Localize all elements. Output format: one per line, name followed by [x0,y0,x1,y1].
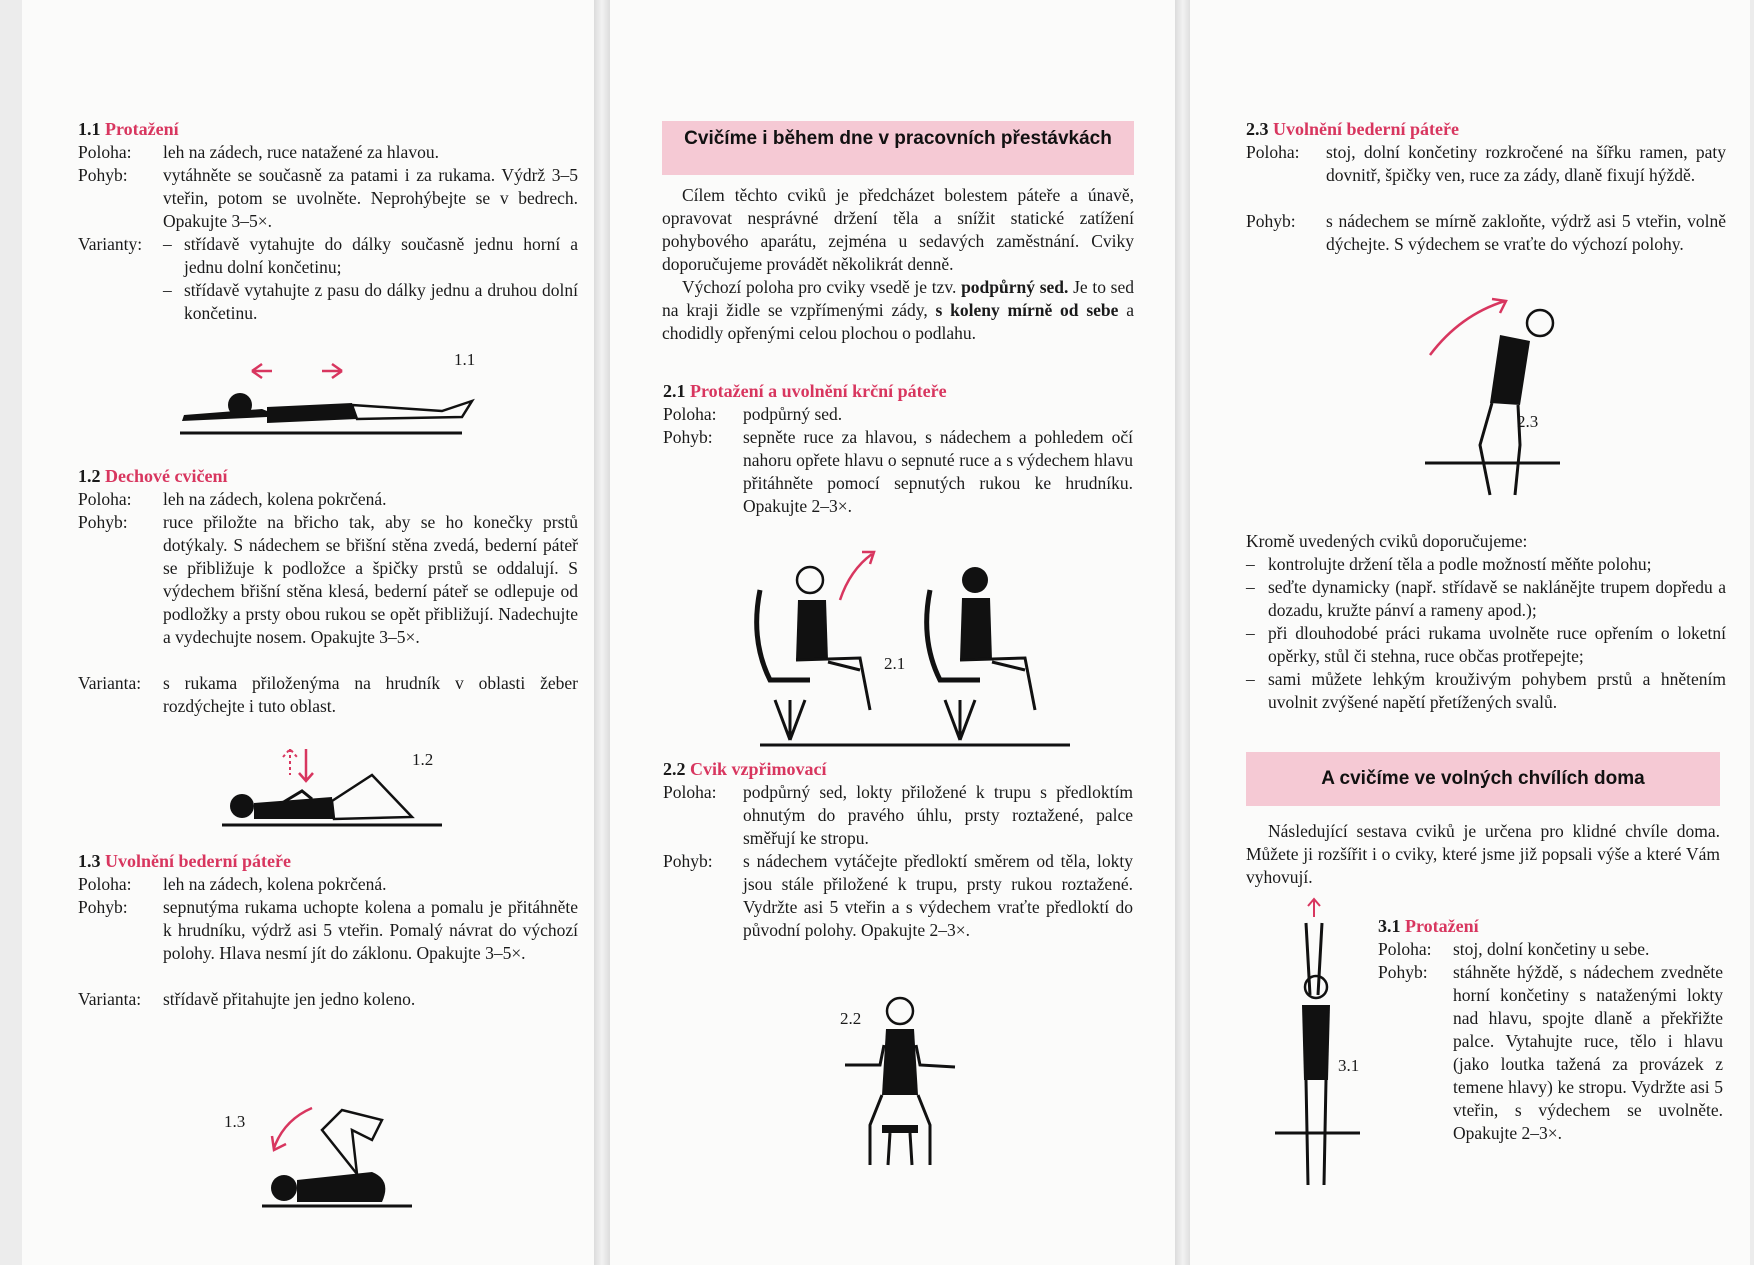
pohyb-row: Pohyb: ruce přiložte na břicho tak, aby se ho konečky prstů dotýkaly. S nádechem se břišní stěna zvedá, bederní páteř se přibližuje k podložce a špičky prstů se oddalují. S výdechem břišní stěna klesá, bederní páteř se odlepuje od podložky a prsty obou rukou se opět přibližují. Nadechujte a vydechujte nosem. Opakujte 3–5×. [78,512,578,647]
figure-label: 1.2 [412,750,434,769]
banner-home: A cvičíme ve volných chvílích doma [1246,752,1720,806]
figure-label: 2.1 [884,654,906,673]
list-item: – seďte dynamicky (např. střídavě se naklánějte trupem dopředu a dozadu, kružte pánví a rameny apod.); [1246,577,1726,620]
figure-label: 1.1 [454,350,476,369]
section-title-1-2: 1.2 Dechové cvičení [78,466,228,486]
list-item: – sami můžete lehkým krouživým pohybem prstů a hnětením uvolnit zvýšené napětí přetížených svalů. [1246,669,1726,712]
pohyb-row: Pohyb: s nádechem se mírně zakloňte, výdrž asi 5 vteřin, volně dýchejte. S výdechem se vraťte do výchozí polohy. [1246,211,1726,254]
banner-workbreak: Cvičíme i během dne v pracovních přestávkách [662,121,1134,175]
section-title-2-2: 2.2 Cvik vzpřimovací [663,759,827,779]
intro-paragraph: Cílem těchto cviků je předcházet bolestem páteře a únavě, opravovat nesprávné držení těla a snížit statické zatížení pohybového aparátu, zejména u sedavých zaměstnání. Cviky doporučujeme provádět několikrát denně. [662,185,1134,274]
figure-label: 2.2 [840,1009,862,1028]
section-title-2-3: 2.3 Uvolnění bederní páteře [1246,119,1459,139]
poloha-row: Poloha: stoj, dolní končetiny rozkročené na šířku ramen, paty dovnitř, špičky ven, ruce za zády, dlaně fixují hýždě. [1246,142,1726,185]
figure-label: 2.3 [1517,412,1539,431]
poloha-row: Poloha: podpůrný sed, lokty přiložené k trupu s předloktím ohnutým do pravého úhlu, prsty roztažené, palce směřují ke stropu. [663,782,1133,848]
section-title-1-1: 1.1 Protažení [78,119,179,139]
varianta-row: Varianta: střídavě přitahujte jen jedno koleno. [78,989,416,1009]
poloha-row: Poloha: leh na zádech, ruce natažené za hlavou. [78,142,439,162]
pohyb-row: Pohyb: s nádechem vytáčejte předloktí směrem od těla, lokty jsou stále přiložené k trupu, prsty rukou roztažené. Vydržte asi 5 vteřin a s výdechem vraťte předloktí do původní polohy. Opakujte 2–3×. [663,851,1133,940]
figure-2-1-seated-neck [750,540,1070,750]
figure-label: 3.1 [1338,1056,1360,1075]
figure-3-1-standing-stretch [1270,895,1360,1195]
intro-paragraph: Následující sestava cviků je určena pro klidné chvíle doma. Můžete ji rozšířit i o cviky, které jsme již popsali výše a které Vám vyhovují. [1246,821,1720,887]
figure-label: 1.3 [224,1112,246,1131]
list-item: – při dlouhodobé práci rukama uvolněte ruce opřením o loketní opěrky, stůl či stehna, ruce občas protřepejte; [1246,623,1726,666]
pohyb-row: Pohyb: vytáhněte se současně za patami i za rukama. Výdrž 3–5 vteřin, potom se uvolněte. Neprohýbejte se v bedrech. Opakujte 3–5×. [78,165,578,231]
poloha-row: Poloha: stoj, dolní končetiny u sebe. [1378,939,1650,959]
section-title-1-3: 1.3 Uvolnění bederní páteře [78,851,291,871]
pohyb-row: Pohyb: sepněte ruce za hlavou, s nádechem a pohledem očí nahoru opřete hlavu o sepnuté ruce a s výdechem hlavu přitáhněte pomocí sepnutých rukou ke hrudníku. Opakujte 2–3×. [663,427,1133,516]
poloha-row: Poloha: leh na zádech, kolena pokrčená. [78,874,387,894]
page-fold [1175,0,1191,1265]
poloha-row: Poloha: podpůrný sed. [663,404,843,424]
figure-2-2-seated-upright [840,995,960,1175]
figure-1-2-breathing [212,745,452,830]
panel-middle [610,0,1175,1265]
pohyb-row: Pohyb: stáhněte hýždě, s nádechem zvedněte horní končetiny s nataženými lokty nad hlavu, spojte dlaně a překřižte palce. Vytahujte ruce, tělo i hlavu (jako loutka tažená za provázek z temene hlavy) ke stropu. Vydržte asi 5 vteřin, s výdechem se uvolněte. Opakujte 2–3×. [1378,962,1723,1143]
panel-right [1190,0,1750,1265]
varianty-row: Varianty: – střídavě vytahujte do dálky současně jednu horní a jednu dolní končetinu; – střídavě vytahujte z pasu do dálky jednu a druhou dolní končetinu. [78,234,578,323]
section-title-2-1: 2.1 Protažení a uvolnění krční páteře [663,381,947,401]
page-fold [594,0,610,1265]
panel-left [22,0,594,1265]
varianta-row: Varianta: s rukama přiloženýma na hrudník v oblasti žeber rozdýchejte i tuto oblast. [78,673,578,716]
section-title-3-1: 3.1 Protažení [1378,916,1479,936]
figure-1-3-knees-to-chest [262,1100,422,1210]
poloha-row: Poloha: leh na zádech, kolena pokrčená. [78,489,387,509]
pohyb-row: Pohyb: sepnutýma rukama uchopte kolena a pomalu je přitáhněte k hrudníku, výdrž asi 5 vteřin. Pomalý návrat do výchozí polohy. Hlava nesmí jít do záklonu. Opakujte 3–5×. [78,897,578,963]
extra-intro: Kromě uvedených cviků doporučujeme: [1246,531,1528,551]
figure-2-3-standing-backbend [1420,295,1590,505]
intro-paragraph-2: Výchozí poloha pro cviky vsedě je tzv. podpůrný sed. Je to sed na kraji židle se vzpřímenými zády, s koleny mírně od sebe a chodidly opřenými celou plochou o podlahu. [662,277,1134,343]
figure-1-1-lying-stretch [172,355,482,435]
list-item: – kontrolujte držení těla a podle možností měňte polohu; [1246,554,1652,574]
